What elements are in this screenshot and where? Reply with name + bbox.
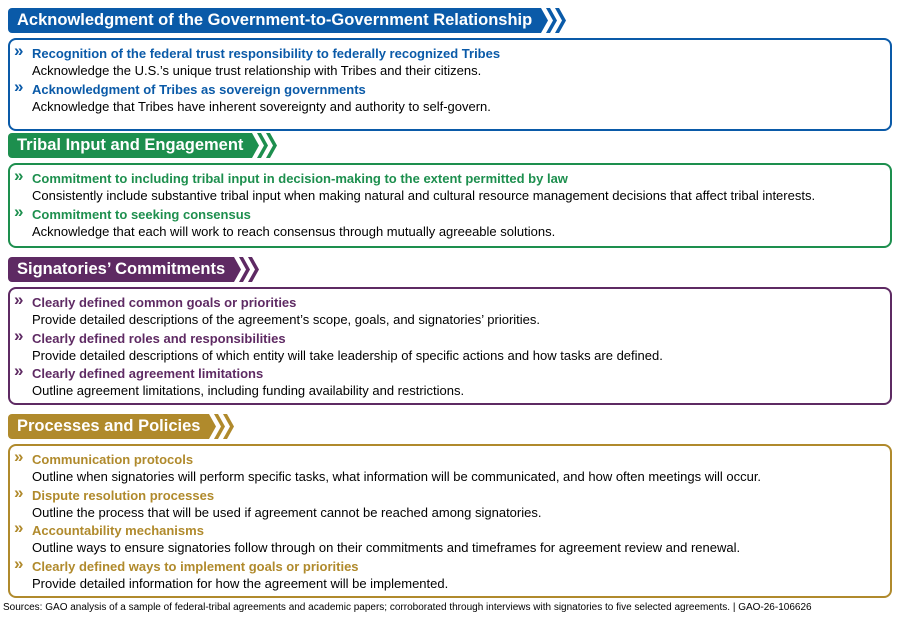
item-description: Provide detailed information for how the agreement will be implemented. [32,575,449,591]
double-chevron-bullet-icon: » [14,325,24,345]
double-chevron-bullet-icon: » [14,76,24,96]
item-title: Commitment to seeking consensus [32,206,251,222]
chevron-right-icon [555,8,567,33]
section-4 [8,414,892,598]
double-chevron-bullet-icon: » [14,41,24,60]
item-title: Clearly defined common goals or priorities [32,295,297,310]
item-title: Dispute resolution processes [32,487,215,503]
double-chevron-bullet-icon: » [14,201,24,221]
section-title: Tribal Input and Engagement [8,133,251,158]
item-title: Clearly defined agreement limitations [32,366,264,381]
chevron-right-icon [266,133,278,158]
section-box [8,444,892,598]
section-2 [8,133,892,248]
item-description: Outline when signatories will perform specific tasks, what information will be communicated, and how often meetings will occur. [32,469,762,484]
item-description: Acknowledge that Tribes have inherent sovereignty and authority to self-govern. [32,98,491,114]
chevron-right-icon [248,257,260,282]
double-chevron-bullet-icon: » [14,166,24,185]
item-title: Communication protocols [32,452,194,467]
item-description: Acknowledge that each will work to reach consensus through mutually agreeable solutions. [32,223,556,239]
section-title: Processes and Policies [8,414,208,439]
double-chevron-bullet-icon: » [14,361,24,380]
item-title: Clearly defined ways to implement goals or priorities [32,558,359,574]
item-description: Provide detailed descriptions of which entity will take leadership of specific actions and how tasks are defined. [32,347,663,363]
section-title: Signatories’ Commitments [8,257,233,282]
section-3 [8,257,892,405]
section-banner [8,133,278,158]
section-banner [8,257,260,282]
item-description: Provide detailed descriptions of the agreement’s scope, goals, and signatories’ priorities. [32,312,541,327]
section-box [8,38,892,131]
double-chevron-bullet-icon: » [14,290,24,309]
double-chevron-bullet-icon: » [14,518,24,537]
item-description: Outline agreement limitations, including funding availability and restrictions. [32,383,465,398]
item-description: Outline ways to ensure signatories follow through on their commitments and timeframes for agreement review and renewal. [32,540,741,555]
item-title: Accountability mechanisms [32,523,204,538]
double-chevron-bullet-icon: » [14,482,24,502]
section-banner [8,414,235,439]
chevron-right-icon [223,414,235,439]
item-title: Recognition of the federal trust responsibility to federally recognized Tribes [32,46,501,61]
section-1 [8,8,892,131]
section-title: Acknowledgment of the Government-to-Government Relationship [8,8,540,33]
item-title: Clearly defined roles and responsibilities [32,330,286,346]
section-box [8,163,892,248]
item-title: Commitment to including tribal input in decision-making to the extent permitted by law [32,171,568,186]
source-note: Sources: GAO analysis of a sample of federal-tribal agreements and academic papers; corroborated through interviews with signatories to five selected agreements. | GAO-26-106626 [3,602,812,613]
double-chevron-bullet-icon: » [14,553,24,573]
item-description: Consistently include substantive tribal input when making natural and cultural resource management decisions that affect tribal interests. [32,188,816,203]
section-banner [8,8,567,33]
item-description: Acknowledge the U.S.’s unique trust relationship with Tribes and their citizens. [32,63,482,78]
section-box [8,287,892,405]
item-title: Acknowledgment of Tribes as sovereign governments [32,81,366,97]
item-description: Outline the process that will be used if agreement cannot be reached among signatories. [32,504,542,520]
double-chevron-bullet-icon: » [14,447,24,466]
